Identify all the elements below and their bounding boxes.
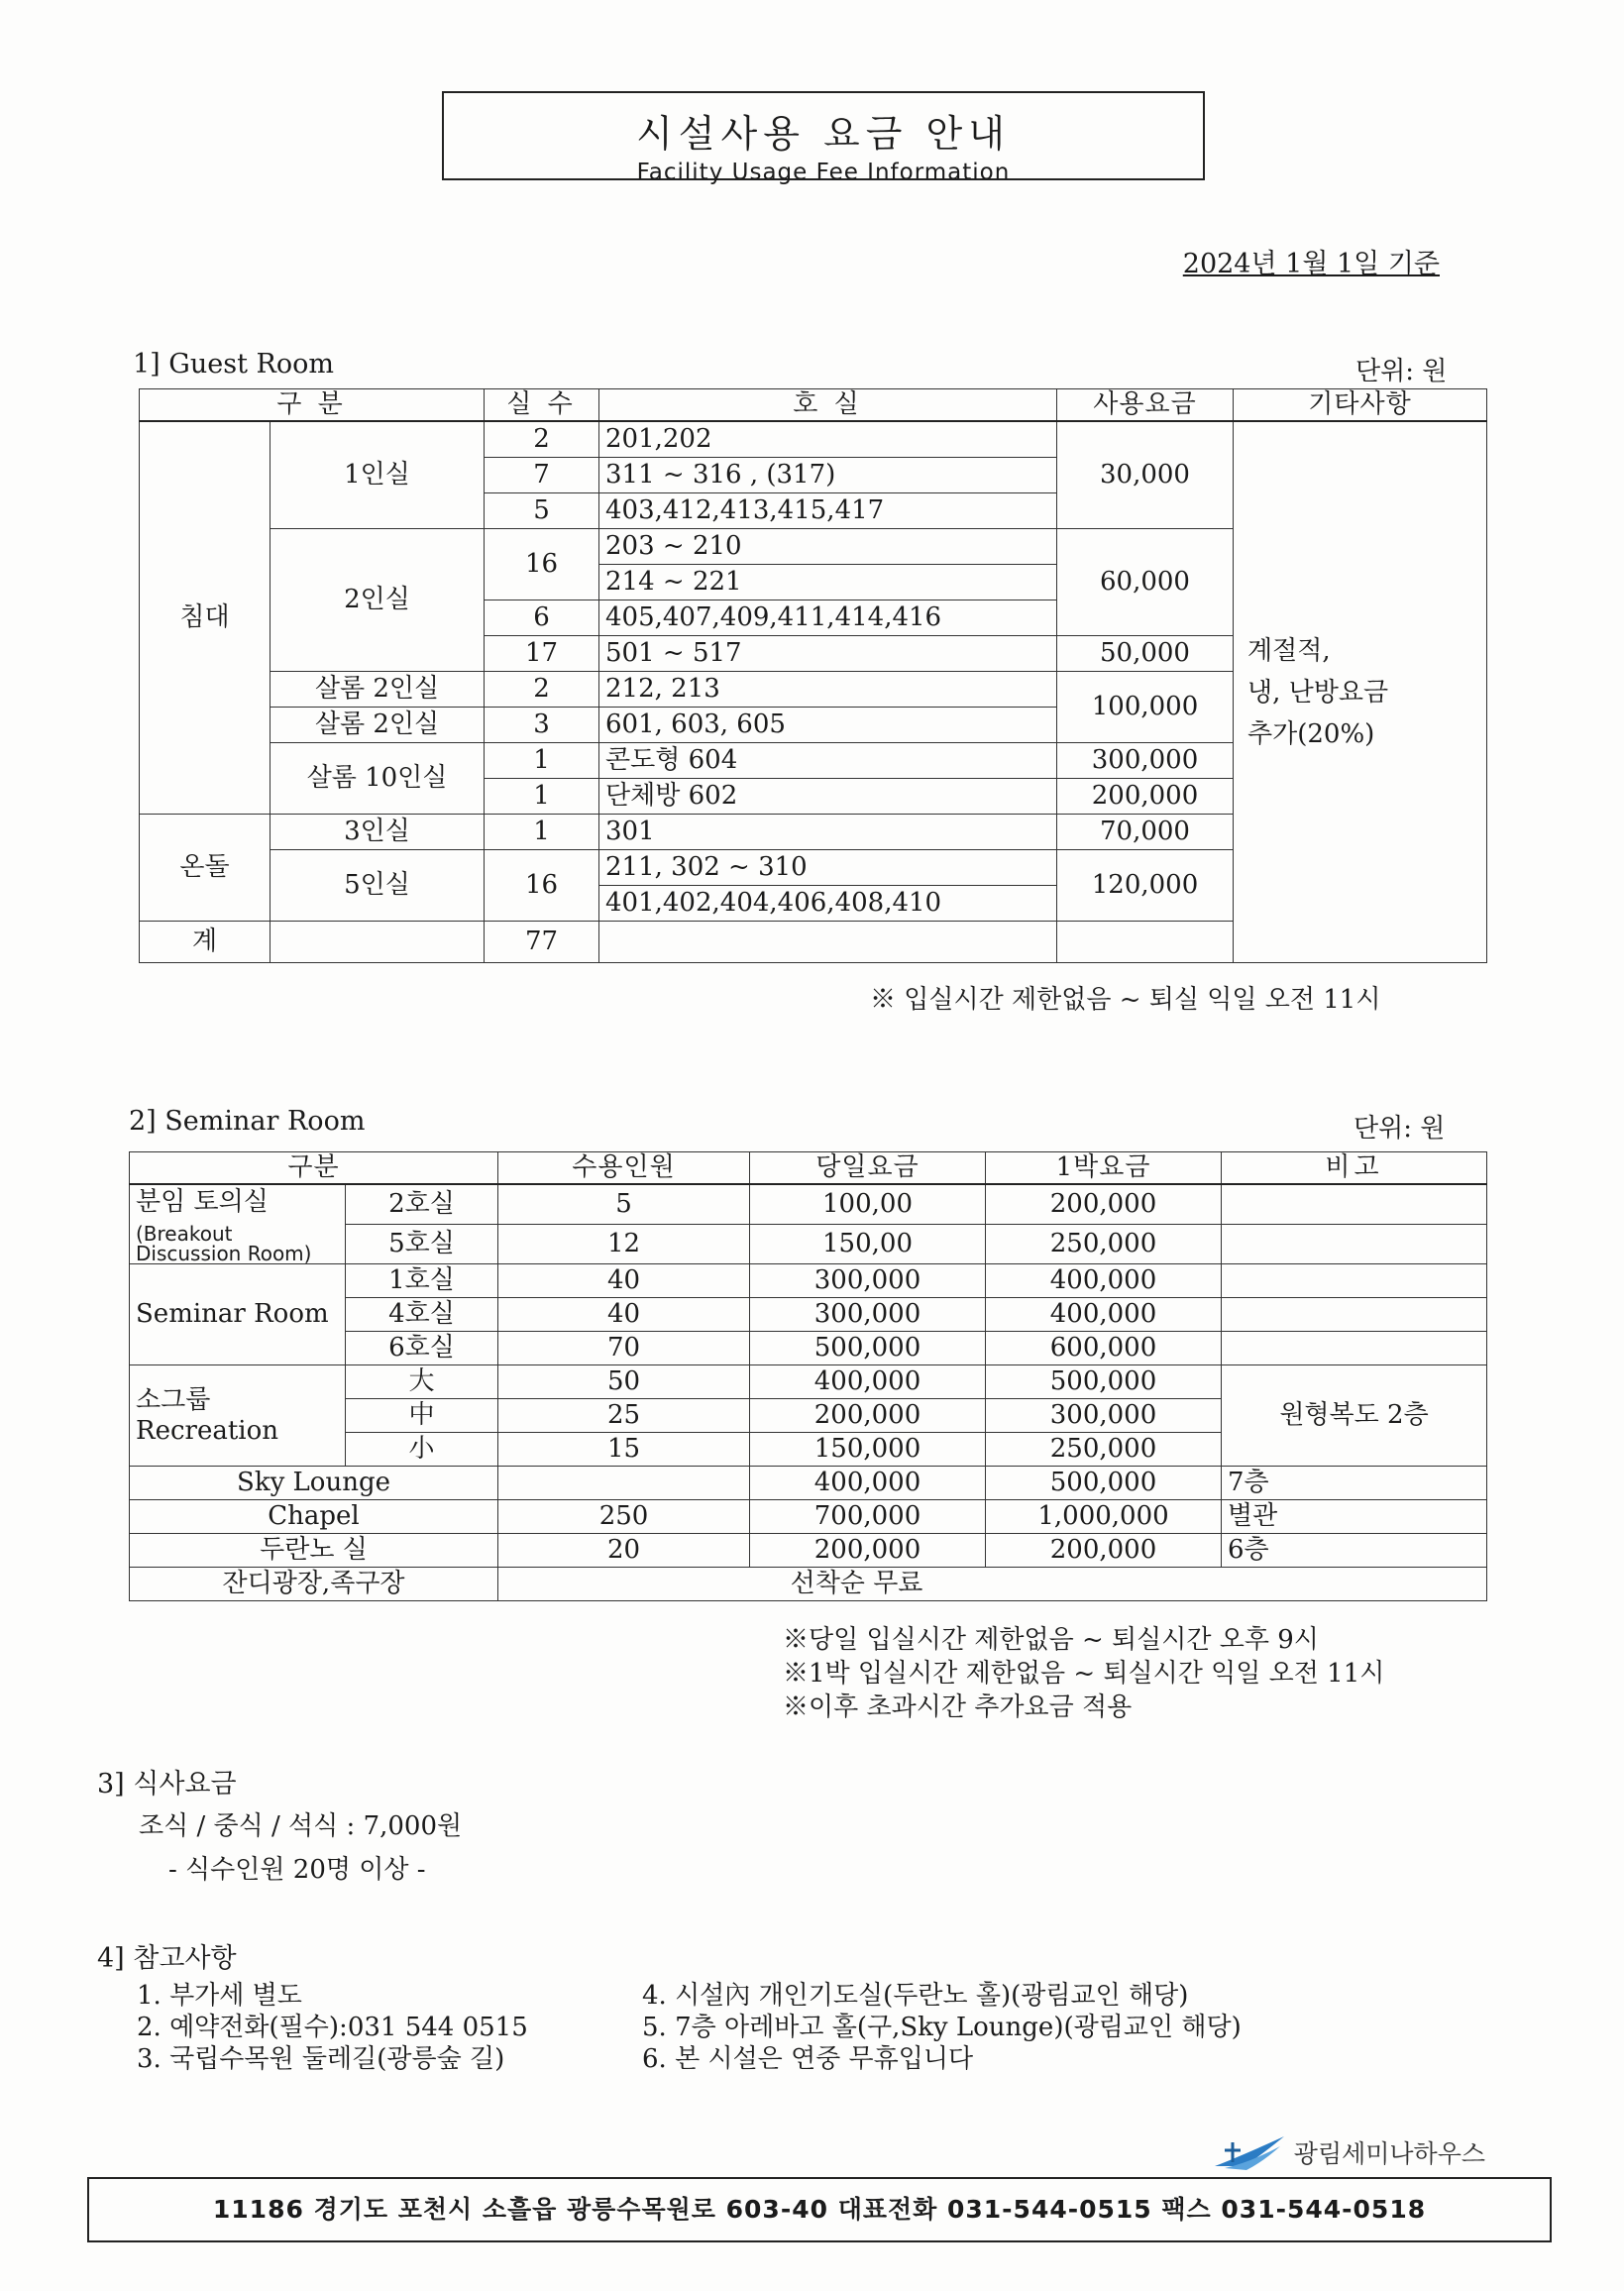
night-fee: 500,000 bbox=[986, 1365, 1222, 1399]
seminar-room-table bbox=[129, 1151, 1487, 1601]
capacity: 20 bbox=[498, 1534, 750, 1568]
salon-2-type: 살롬 2인실 bbox=[271, 708, 485, 743]
recreation-note: 원형복도 2층 bbox=[1222, 1365, 1487, 1467]
room-numbers: 콘도형 604 bbox=[599, 743, 1057, 779]
empty-cell bbox=[1057, 922, 1234, 963]
night-fee: 300,000 bbox=[986, 1399, 1222, 1433]
room-name: 1호실 bbox=[346, 1264, 498, 1298]
lawn-facility: 잔디광장,족구장 bbox=[130, 1568, 498, 1601]
note bbox=[1222, 1332, 1487, 1365]
guest-header-row bbox=[140, 389, 1487, 422]
room-count: 1 bbox=[485, 815, 599, 850]
table-row bbox=[130, 1184, 1487, 1225]
day-fee: 100,00 bbox=[750, 1184, 986, 1225]
seminar-header-row bbox=[130, 1152, 1487, 1185]
room-numbers: 311 ~ 316 , (317) bbox=[599, 458, 1057, 493]
guest-room-table bbox=[139, 388, 1487, 963]
room-count: 16 bbox=[485, 529, 599, 600]
fee: 120,000 bbox=[1057, 850, 1234, 922]
logo-text: 광림세미나하우스 bbox=[1293, 2139, 1485, 2168]
fee: 50,000 bbox=[1057, 636, 1234, 672]
capacity: 12 bbox=[498, 1225, 750, 1264]
header-remarks: 기타사항 bbox=[1234, 389, 1487, 422]
seminar-room-category: Seminar Room bbox=[130, 1264, 346, 1365]
note: 별관 bbox=[1222, 1500, 1487, 1534]
note-item: 4. 시설內 개인기도실(두란노 홀)(광림교인 해당) bbox=[642, 1981, 1189, 2011]
room-numbers: 201,202 bbox=[599, 421, 1057, 458]
header-note: 비고 bbox=[1222, 1152, 1487, 1185]
title-korean: 시설사용 요금 안내 bbox=[636, 112, 1011, 156]
capacity: 40 bbox=[498, 1298, 750, 1332]
capacity: 5 bbox=[498, 1184, 750, 1225]
room-name: 2호실 bbox=[346, 1184, 498, 1225]
meal-minimum: - 식수인원 20명 이상 - bbox=[168, 1855, 426, 1885]
capacity: 70 bbox=[498, 1332, 750, 1365]
table-row bbox=[130, 1264, 1487, 1298]
day-fee: 400,000 bbox=[750, 1365, 986, 1399]
note bbox=[1222, 1264, 1487, 1298]
room-name: 小 bbox=[346, 1433, 498, 1467]
room-count: 16 bbox=[485, 850, 599, 922]
fee: 200,000 bbox=[1057, 779, 1234, 815]
table-row bbox=[130, 1467, 1487, 1500]
room-numbers: 211, 302 ~ 310 bbox=[599, 850, 1057, 886]
capacity: 40 bbox=[498, 1264, 750, 1298]
room-numbers: 501 ~ 517 bbox=[599, 636, 1057, 672]
guest-unit: 단위: 원 bbox=[1355, 357, 1448, 386]
capacity: 50 bbox=[498, 1365, 750, 1399]
header-category: 구 분 bbox=[140, 389, 485, 422]
day-fee: 300,000 bbox=[750, 1264, 986, 1298]
room-name: 4호실 bbox=[346, 1298, 498, 1332]
room-numbers: 301 bbox=[599, 815, 1057, 850]
room-numbers: 214 ~ 221 bbox=[599, 565, 1057, 600]
salon-2-type: 살롬 2인실 bbox=[271, 672, 485, 708]
capacity: 25 bbox=[498, 1399, 750, 1433]
lawn-fee: 선착순 무료 bbox=[498, 1568, 1487, 1601]
seminar-notes bbox=[783, 1623, 1384, 1724]
room-name: 6호실 bbox=[346, 1332, 498, 1365]
night-fee: 200,000 bbox=[986, 1184, 1222, 1225]
salon-10-type: 살롬 10인실 bbox=[271, 743, 485, 815]
double-room-type: 2인실 bbox=[271, 529, 485, 672]
empty-cell bbox=[271, 922, 485, 963]
base-date: 2024년 1월 1일 기준 bbox=[1182, 249, 1440, 279]
note-item: 3. 국립수목원 둘레길(광릉숲 길) bbox=[137, 2044, 505, 2074]
capacity: 250 bbox=[498, 1500, 750, 1534]
header-night-fee: 1박요금 bbox=[986, 1152, 1222, 1185]
table-row bbox=[130, 1534, 1487, 1568]
seminar-note-line: ※1박 입실시간 제한없음 ~ 퇴실시간 익일 오전 11시 bbox=[783, 1659, 1385, 1689]
note-item: 1. 부가세 별도 bbox=[137, 1981, 302, 2011]
header-rooms: 호 실 bbox=[599, 389, 1057, 422]
five-room-type: 5인실 bbox=[271, 850, 485, 922]
room-name: 두란노 실 bbox=[130, 1534, 498, 1568]
day-fee: 700,000 bbox=[750, 1500, 986, 1534]
notes-right-column bbox=[642, 1980, 1242, 2075]
night-fee: 1,000,000 bbox=[986, 1500, 1222, 1534]
night-fee: 400,000 bbox=[986, 1298, 1222, 1332]
seminar-unit: 단위: 원 bbox=[1353, 1114, 1446, 1144]
day-fee: 300,000 bbox=[750, 1298, 986, 1332]
night-fee: 200,000 bbox=[986, 1534, 1222, 1568]
title-box bbox=[442, 91, 1205, 185]
total-label: 계 bbox=[140, 922, 271, 963]
fee: 70,000 bbox=[1057, 815, 1234, 850]
night-fee: 250,000 bbox=[986, 1433, 1222, 1467]
room-numbers: 203 ~ 210 bbox=[599, 529, 1057, 565]
remark-line: 추가(20%) bbox=[1247, 718, 1375, 749]
room-name: Chapel bbox=[130, 1500, 498, 1534]
room-count: 1 bbox=[485, 743, 599, 779]
triple-room-type: 3인실 bbox=[271, 815, 485, 850]
night-fee: 250,000 bbox=[986, 1225, 1222, 1264]
room-name: 大 bbox=[346, 1365, 498, 1399]
table-row bbox=[140, 421, 1487, 458]
room-numbers: 401,402,404,406,408,410 bbox=[599, 886, 1057, 922]
night-fee: 500,000 bbox=[986, 1467, 1222, 1500]
guest-checkin-note: ※ 입실시간 제한없음 ~ 퇴실 익일 오전 11시 bbox=[870, 985, 1381, 1015]
room-numbers: 601, 603, 605 bbox=[599, 708, 1057, 743]
table-row bbox=[130, 1365, 1487, 1399]
room-numbers: 405,407,409,411,414,416 bbox=[599, 600, 1057, 636]
logo bbox=[1211, 2132, 1485, 2172]
day-fee: 150,00 bbox=[750, 1225, 986, 1264]
day-fee: 200,000 bbox=[750, 1399, 986, 1433]
note bbox=[1222, 1225, 1487, 1264]
fee: 300,000 bbox=[1057, 743, 1234, 779]
remark-line: 냉, 난방요금 bbox=[1247, 677, 1389, 708]
remark-line: 계절적, bbox=[1247, 635, 1331, 666]
guest-room-heading: 1] Guest Room bbox=[133, 349, 334, 380]
room-count: 1 bbox=[485, 779, 599, 815]
notes-left-column bbox=[137, 1980, 528, 2075]
room-count: 2 bbox=[485, 421, 599, 458]
breakout-category bbox=[130, 1184, 346, 1264]
room-name: 5호실 bbox=[346, 1225, 498, 1264]
meal-price: 조식 / 중식 / 석식 : 7,000원 bbox=[139, 1811, 463, 1841]
room-count: 3 bbox=[485, 708, 599, 743]
room-count: 17 bbox=[485, 636, 599, 672]
wave-cross-icon bbox=[1211, 2132, 1288, 2172]
day-fee: 500,000 bbox=[750, 1332, 986, 1365]
breakout-english-label: (Breakout Discussion Room) bbox=[136, 1222, 312, 1264]
seminar-room-heading: 2] Seminar Room bbox=[129, 1106, 366, 1137]
remark-cell bbox=[1234, 421, 1487, 963]
header-fee: 사용요금 bbox=[1057, 389, 1234, 422]
room-numbers: 403,412,413,415,417 bbox=[599, 493, 1057, 529]
seminar-note-line: ※당일 입실시간 제한없음 ~ 퇴실시간 오후 9시 bbox=[783, 1625, 1319, 1655]
day-fee: 200,000 bbox=[750, 1534, 986, 1568]
ondol-category: 온돌 bbox=[140, 815, 271, 922]
day-fee: 150,000 bbox=[750, 1433, 986, 1467]
notes-heading: 4] 참고사항 bbox=[97, 1943, 237, 1974]
total-count: 77 bbox=[485, 922, 599, 963]
note bbox=[1222, 1184, 1487, 1225]
capacity: 15 bbox=[498, 1433, 750, 1467]
breakout-label: 분임 토의실 bbox=[136, 1187, 269, 1218]
bed-category: 침대 bbox=[140, 421, 271, 815]
room-numbers: 단체방 602 bbox=[599, 779, 1057, 815]
night-fee: 400,000 bbox=[986, 1264, 1222, 1298]
note: 6층 bbox=[1222, 1534, 1487, 1568]
note bbox=[1222, 1298, 1487, 1332]
night-fee: 600,000 bbox=[986, 1332, 1222, 1365]
seminar-note-line: ※이후 초과시간 추가요금 적용 bbox=[783, 1692, 1133, 1722]
fee: 100,000 bbox=[1057, 672, 1234, 743]
header-capacity: 수용인원 bbox=[498, 1152, 750, 1185]
table-row bbox=[130, 1500, 1487, 1534]
capacity bbox=[498, 1467, 750, 1500]
footer-address: 11186 경기도 포천시 소흘읍 광릉수목원로 603-40 대표전화 031-544-0515 팩스 031-544-0518 bbox=[87, 2177, 1552, 2242]
table-row bbox=[130, 1568, 1487, 1601]
single-room-type: 1인실 bbox=[271, 421, 485, 529]
room-name: 中 bbox=[346, 1399, 498, 1433]
room-name: Sky Lounge bbox=[130, 1467, 498, 1500]
empty-cell bbox=[599, 922, 1057, 963]
title-english: Facility Usage Fee Information bbox=[636, 160, 1011, 185]
small-group-category: 소그룹 Recreation bbox=[130, 1365, 346, 1467]
room-count: 2 bbox=[485, 672, 599, 708]
note: 7층 bbox=[1222, 1467, 1487, 1500]
note-item: 2. 예약전화(필수):031 544 0515 bbox=[137, 2013, 528, 2042]
room-count: 5 bbox=[485, 493, 599, 529]
room-count: 7 bbox=[485, 458, 599, 493]
day-fee: 400,000 bbox=[750, 1467, 986, 1500]
meal-heading: 3] 식사요금 bbox=[97, 1769, 237, 1800]
fee: 60,000 bbox=[1057, 529, 1234, 636]
room-count: 6 bbox=[485, 600, 599, 636]
fee: 30,000 bbox=[1057, 421, 1234, 529]
room-numbers: 212, 213 bbox=[599, 672, 1057, 708]
note-item: 5. 7층 아레바고 홀(구,Sky Lounge)(광림교인 해당) bbox=[642, 2013, 1242, 2042]
header-day-fee: 당일요금 bbox=[750, 1152, 986, 1185]
header-category: 구분 bbox=[130, 1152, 498, 1185]
note-item: 6. 본 시설은 연중 무휴입니다 bbox=[642, 2044, 974, 2074]
header-count: 실 수 bbox=[485, 389, 599, 422]
